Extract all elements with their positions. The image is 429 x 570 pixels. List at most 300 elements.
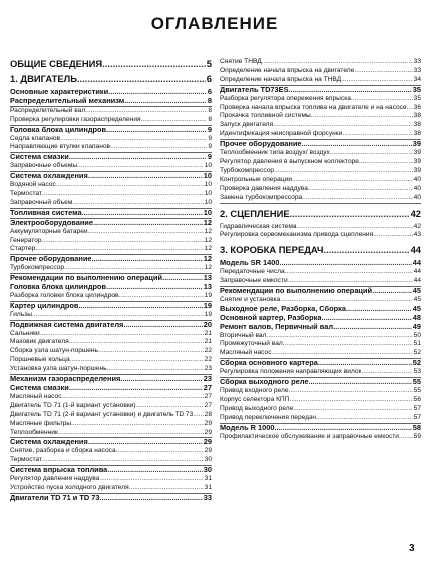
toc-entry: [10, 153, 212, 162]
toc-entry-page: 8: [207, 95, 212, 105]
toc-entry-page: 38: [413, 112, 421, 120]
toc-entry: [10, 447, 212, 456]
toc-entry-page: 19: [204, 291, 212, 299]
toc-entry: [220, 76, 421, 86]
dot-leader: [372, 287, 412, 296]
dot-leader: [70, 356, 204, 365]
dot-leader: [289, 387, 413, 396]
dot-leader: [330, 149, 413, 158]
toc-entry-title: Электрооборудование: [10, 218, 93, 227]
dot-leader: [56, 181, 204, 190]
dot-leader: [289, 396, 412, 405]
dot-leader: [293, 405, 412, 414]
toc-entry: [220, 140, 421, 149]
toc-entry: [220, 332, 421, 341]
toc-entry-title: Проверка регулировки газораспределения: [10, 115, 141, 123]
dot-leader: [297, 223, 413, 232]
toc-entry-page: 49: [412, 321, 421, 331]
dot-leader: [88, 228, 204, 237]
toc-entry-title: Регулировка положения направляющих вилок: [220, 368, 362, 376]
toc-entry-page: 34: [413, 75, 421, 83]
toc-entry: [220, 231, 421, 240]
toc-entry-page: 38: [413, 130, 421, 138]
toc-entry-title: Маховик двигателя: [10, 338, 69, 346]
toc-entry-title: Стартер: [10, 245, 36, 253]
dot-leader: [361, 368, 412, 377]
toc-entry-title: Теплообменник: [10, 428, 58, 436]
toc-entry-page: 9: [207, 124, 212, 134]
toc-right-column: [220, 58, 421, 441]
toc-entry: [220, 268, 421, 277]
toc-entry-page: 9: [208, 134, 212, 142]
toc-entry-title: Сальники: [10, 329, 40, 337]
toc-entry-title: Подвижная система двигателя: [10, 320, 124, 329]
toc-entry-title: Термостат: [10, 456, 42, 464]
toc-entry: [10, 347, 212, 356]
dot-leader: [316, 414, 413, 423]
toc-entry: [10, 245, 212, 255]
toc-entry-page: 9: [207, 152, 212, 162]
dot-leader: [324, 244, 410, 255]
toc-entry-title: Двигатель TD 71 (2-й вариант установки) и двигатель TD 73: [10, 410, 194, 418]
toc-entry: [10, 172, 212, 181]
toc-entry-title: Определение начала впрыска на двигателе: [220, 66, 355, 74]
toc-entry-title: Сборка выходного реле: [220, 378, 309, 387]
toc-entry-page: 12: [204, 245, 212, 253]
dot-leader: [88, 172, 203, 181]
toc-entry-page: 35: [413, 94, 421, 102]
toc-entry: [10, 283, 212, 292]
dot-leader: [308, 378, 411, 387]
dot-leader: [40, 330, 204, 339]
toc-entry: [10, 402, 212, 411]
toc-entry-page: 19: [204, 310, 212, 318]
toc-entry: [10, 330, 212, 339]
toc-section-heading: [10, 73, 212, 84]
toc-entry-page: 39: [413, 157, 421, 165]
toc-entry-page: 8: [208, 115, 212, 123]
toc-entry-page: 10: [204, 198, 212, 206]
dot-leader: [193, 411, 203, 420]
toc-entry-page: 12: [203, 254, 212, 264]
toc-entry: [10, 97, 212, 107]
toc-entry-page: 59: [413, 432, 421, 440]
toc-entry-title: Система охлаждения: [10, 172, 88, 181]
dot-leader: [262, 58, 413, 67]
toc-entry: [10, 356, 212, 365]
dot-leader: [69, 153, 207, 162]
dot-leader: [58, 429, 204, 438]
dot-leader: [85, 107, 207, 116]
dot-leader: [42, 190, 204, 199]
toc-entry-title: 1. ДВИГАТЕЛЬ: [10, 73, 77, 84]
dot-leader: [106, 126, 207, 135]
toc-entry-title: Головка блока цилиндров: [10, 125, 107, 134]
toc-entry: [10, 107, 212, 116]
toc-entry: [10, 292, 212, 302]
dot-leader: [99, 475, 203, 484]
dot-leader: [359, 158, 413, 167]
toc-entry-page: 40: [413, 184, 421, 192]
dot-leader: [274, 167, 413, 176]
toc-entry: [220, 185, 421, 194]
toc-entry: [10, 274, 212, 283]
dot-leader: [62, 393, 204, 402]
toc-entry-title: Регулировка сервомеханизма привода сцепления: [220, 231, 374, 239]
dot-leader: [42, 456, 204, 465]
toc-entry: [220, 58, 421, 67]
toc-entry-page: 10: [204, 189, 212, 197]
toc-section-heading: [220, 244, 421, 255]
toc-entry-page: 9: [208, 143, 212, 151]
toc-entry-title: Распределительный механизм: [10, 96, 125, 105]
dot-leader: [116, 447, 204, 456]
toc-entry-page: 21: [204, 329, 212, 337]
toc-entry-page: 39: [413, 149, 421, 157]
dot-leader: [311, 112, 413, 121]
toc-entry-title: ОБЩИЕ СВЕДЕНИЯ: [10, 58, 103, 69]
toc-entry-title: Снятие и установка: [220, 295, 281, 303]
toc-entry: [220, 67, 421, 76]
toc-entry-page: 28: [204, 410, 212, 418]
toc-entry: [220, 158, 421, 167]
toc-entry-page: 6: [207, 87, 212, 96]
toc-entry-page: 27: [204, 401, 212, 409]
toc-entry-title: Масляные фильтры: [10, 419, 72, 427]
toc-entry-title: Прокачка топливной системы: [220, 112, 311, 120]
toc-entry-title: Идентификация неисправной форсунки: [220, 130, 343, 138]
toc-entry-page: 30: [203, 465, 212, 475]
toc-entry: [10, 255, 212, 264]
toc-entry-title: Термостат: [10, 189, 42, 197]
toc-entry-title: Двигатель TD 71 (1-й вариант установки): [10, 401, 136, 409]
toc-entry-title: Профилактическое обслуживание и заправочные емкости: [220, 432, 399, 440]
toc-entry-title: Установка узла шатун-поршень: [10, 365, 107, 373]
toc-entry: [220, 287, 421, 296]
toc-entry-title: Водяной насос: [10, 181, 56, 189]
toc-entry-title: Прочее оборудование: [10, 255, 92, 264]
toc-entry-title: Теплообменник типа воздух/ воздух: [220, 149, 330, 157]
toc-entry: [220, 414, 421, 424]
toc-entry: [220, 277, 421, 287]
toc-entry-title: Рекомендации по выполнению операций: [220, 287, 373, 296]
toc-entry-title: Сборка узла шатун-поршень: [10, 347, 98, 355]
toc-entry-title: Рекомендации по выполнению операций: [10, 274, 163, 283]
toc-entry: [10, 456, 212, 466]
toc-entry-title: Турбокомпрессор: [10, 264, 65, 272]
dot-leader: [77, 162, 204, 171]
toc-entry-title: Контрольные операции: [220, 175, 292, 183]
dot-leader: [275, 424, 412, 433]
dot-leader: [129, 484, 204, 493]
toc-entry-page: 27: [204, 392, 212, 400]
toc-entry: [10, 162, 212, 172]
toc-entry: [220, 424, 421, 433]
dot-leader: [288, 277, 413, 286]
dot-leader: [141, 116, 208, 125]
toc-entry: [220, 323, 421, 332]
toc-entry-page: 20: [203, 319, 212, 329]
toc-entry-title: Система смазки: [10, 153, 69, 162]
dot-leader: [283, 340, 413, 349]
dot-leader: [302, 194, 413, 203]
toc-entry: [10, 88, 212, 97]
toc-entry-title: Распределительный вал: [10, 106, 86, 114]
toc-entry-page: 21: [204, 338, 212, 346]
toc-entry-page: 51: [413, 340, 421, 348]
toc-entry-page: 22: [204, 356, 212, 364]
dot-leader: [292, 176, 413, 185]
toc-entry-title: Гидравлическая система: [220, 222, 297, 230]
toc-section-heading: [220, 208, 421, 219]
toc-entry: [10, 321, 212, 330]
toc-entry: [220, 340, 421, 349]
toc-entry: [220, 176, 421, 185]
toc-entry-title: Передаточные числа: [220, 268, 285, 276]
toc-entry-title: Гильзы: [10, 310, 32, 318]
toc-entry-title: Запуск двигателя: [220, 121, 274, 129]
dot-leader: [92, 255, 203, 264]
dot-leader: [78, 302, 202, 311]
toc-entry-title: Привод переключения передач: [220, 413, 316, 421]
toc-entry-page: 58: [412, 422, 421, 432]
dot-leader: [32, 311, 204, 320]
toc-entry: [220, 396, 421, 405]
toc-entry-page: 29: [204, 447, 212, 455]
toc-entry-page: 12: [204, 236, 212, 244]
page-number: 3: [409, 543, 415, 554]
toc-entry-title: Проверка начала впрыска топлива на двигателе и на насосе: [220, 103, 407, 111]
toc-entry: [10, 420, 212, 429]
toc-entry-title: Модель R 1000: [220, 423, 275, 432]
toc-entry-title: Снятие, разборка и сборка насоса: [10, 447, 116, 455]
toc-entry-title: Ремонт валов, Первичный вал: [220, 322, 334, 331]
toc-entry: [220, 167, 421, 176]
toc-entry: [220, 387, 421, 396]
dot-leader: [333, 323, 412, 332]
dot-leader: [162, 274, 203, 283]
dot-leader: [35, 245, 203, 254]
dot-leader: [71, 420, 204, 429]
dot-leader: [110, 143, 207, 152]
dot-leader: [279, 259, 411, 268]
toc-entry: [220, 86, 421, 95]
toc-entry-page: 57: [413, 413, 421, 421]
toc-entry: [10, 384, 212, 393]
toc-entry-title: Аккумуляторные батареи: [10, 227, 88, 235]
dot-leader: [99, 494, 202, 503]
toc-entry: [10, 190, 212, 199]
toc-entry-page: 57: [413, 404, 421, 412]
toc-entry-title: Основной картер, Разборка: [220, 313, 322, 322]
toc-entry-title: Корпус селектора КПП: [220, 395, 290, 403]
toc-entry-title: Направляющие втулки клапанов: [10, 143, 111, 151]
dot-leader: [266, 332, 412, 341]
toc-entry-title: Модель SR 1400: [220, 259, 280, 268]
toc-entry-page: 44: [413, 277, 421, 285]
toc-entry-page: 23: [203, 374, 212, 384]
toc-entry-page: 42: [410, 207, 421, 219]
toc-entry-title: Промежуточный вал: [220, 340, 283, 348]
toc-entry-title: Привод выходного реле: [220, 404, 294, 412]
toc-entry-title: Механизм газораспределения: [10, 375, 121, 384]
toc-entry-title: Вторичный вал: [220, 331, 267, 339]
dot-leader: [107, 466, 203, 475]
dot-leader: [119, 292, 204, 301]
toc-entry: [220, 378, 421, 387]
toc-entry-title: Головка блока цилиндров: [10, 283, 107, 292]
toc-entry-page: 45: [412, 303, 421, 313]
toc-entry-page: 29: [204, 428, 212, 436]
dot-leader: [308, 185, 413, 194]
toc-entry-title: Двигатель TD73ES: [220, 85, 289, 94]
toc-entry-page: 39: [412, 139, 421, 149]
dot-leader: [285, 268, 413, 277]
toc-entry-title: Генератор: [10, 236, 42, 244]
toc-entry-title: Разборка регулятора опережения впрыска: [220, 94, 351, 102]
toc-entry: [220, 95, 421, 104]
toc-entry-page: 12: [203, 217, 212, 227]
toc-entry: [220, 223, 421, 232]
toc-entry-title: Основные характеристики: [10, 88, 109, 96]
toc-entry: [10, 438, 212, 447]
toc-entry-title: Замена турбокомпрессора: [220, 193, 303, 201]
toc-entry: [220, 433, 421, 442]
dot-leader: [373, 231, 413, 240]
dot-leader: [42, 237, 204, 246]
toc-entry-title: Топливная система: [10, 208, 82, 217]
toc-entry-page: 33: [413, 66, 421, 74]
toc-entry-title: Сборка основного картера: [220, 359, 318, 368]
toc-entry-page: 48: [412, 312, 421, 322]
toc-entry: [220, 296, 421, 305]
dot-leader: [354, 67, 412, 76]
dot-leader: [77, 73, 206, 84]
toc-entry-page: 12: [204, 264, 212, 272]
toc-entry-page: 27: [203, 383, 212, 392]
dot-leader: [342, 130, 412, 139]
toc-entry-title: Масляный насос: [10, 392, 62, 400]
toc-entry-page: 44: [413, 268, 421, 276]
toc-entry-page: 39: [413, 166, 421, 174]
toc-entry: [10, 199, 212, 209]
dot-leader: [399, 433, 413, 442]
toc-entry-page: 22: [204, 347, 212, 355]
toc-entry: [10, 228, 212, 237]
toc-entry-title: Проверка давления наддува: [220, 184, 308, 192]
dot-leader: [82, 209, 203, 218]
toc-entry: [10, 338, 212, 347]
dot-leader: [106, 283, 203, 292]
toc-entry-title: Регулятор давления в выпускном коллекторе: [220, 157, 359, 165]
toc-entry-page: 10: [203, 171, 212, 181]
dot-leader: [98, 347, 204, 356]
toc-entry: [220, 112, 421, 121]
toc-entry-page: 56: [413, 395, 421, 403]
toc-entry-page: 40: [413, 175, 421, 183]
toc-entry-page: 12: [204, 227, 212, 235]
dot-leader: [136, 402, 204, 411]
toc-entry-title: Привод входного реле: [220, 387, 289, 394]
dot-leader: [280, 296, 412, 305]
toc-entry-page: 10: [203, 207, 212, 217]
toc-entry: [10, 135, 212, 144]
toc-entry-page: 31: [204, 475, 212, 483]
dot-leader: [72, 199, 203, 208]
toc-entry-page: 33: [203, 492, 212, 502]
toc-entry: [10, 209, 212, 219]
toc-entry-page: 8: [208, 106, 212, 114]
dot-leader: [346, 305, 412, 314]
toc-entry-page: 55: [412, 377, 421, 387]
dot-leader: [124, 97, 207, 106]
toc-entry-page: 29: [204, 419, 212, 427]
toc-entry-page: 13: [203, 273, 212, 283]
toc-entry: [220, 194, 421, 204]
toc-entry-title: Разборка головки блока цилиндров: [10, 291, 119, 299]
toc-entry-title: Выходное реле, Разборка, Сборка: [220, 304, 346, 313]
toc-entry: [220, 149, 421, 158]
toc-entry-page: 44: [412, 258, 421, 268]
toc-entry: [220, 359, 421, 368]
toc-entry: [10, 264, 212, 274]
dot-leader: [60, 135, 207, 144]
toc-entry-title: Определение начала впрыска на ТНВД: [220, 75, 342, 83]
toc-entry-page: 42: [413, 222, 421, 230]
page-title: ОГЛАВЛЕНИЕ: [150, 14, 279, 33]
toc-entry-title: Регулятор давления наддува: [10, 475, 100, 483]
toc-entry-title: Прочее оборудование: [220, 140, 302, 149]
toc-entry-page: 50: [413, 331, 421, 339]
toc-entry-title: Картер цилиндров: [10, 301, 79, 310]
toc-entry-title: Система охлаждения: [10, 438, 88, 447]
dot-leader: [289, 86, 412, 95]
toc-entry: [10, 219, 212, 228]
toc-entry: [10, 365, 212, 375]
toc-section-heading: [10, 58, 212, 69]
toc-entry-page: 10: [204, 181, 212, 189]
toc-entry-title: Масляный насос: [220, 349, 272, 357]
toc-entry-title: Двигатели TD 71 и TD 73: [10, 493, 100, 502]
toc-entry-page: 35: [412, 84, 421, 94]
toc-entry-title: 3. КОРОБКА ПЕРЕДАЧ: [220, 244, 324, 256]
toc-entry-title: Система впрыска топлива: [10, 466, 108, 475]
toc-entry-page: 36: [413, 103, 421, 111]
toc-entry: [10, 302, 212, 311]
toc-entry: [10, 484, 212, 494]
toc-entry: [220, 349, 421, 359]
toc-left-column: [10, 58, 212, 503]
toc-entry: [10, 126, 212, 135]
toc-entry-title: Турбокомпрессор: [220, 166, 275, 174]
toc-entry-page: 44: [410, 244, 421, 256]
toc-entry-page: 38: [413, 121, 421, 129]
toc-entry: [10, 393, 212, 402]
toc-entry-title: Система смазки: [10, 384, 69, 392]
toc-entry: [220, 130, 421, 140]
toc-entry: [10, 411, 212, 420]
toc-entry-title: Седла клапанов: [10, 134, 61, 142]
toc-entry-page: 10: [204, 162, 212, 170]
dot-leader: [302, 140, 412, 149]
toc-entry-title: Устройство пуска холодного двигателя: [10, 483, 129, 491]
toc-entry: [220, 368, 421, 378]
toc-entry-title: 2. СЦЕПЛЕНИЕ: [220, 207, 290, 219]
dot-leader: [69, 384, 203, 393]
toc-entry-page: 29: [203, 437, 212, 447]
toc-entry: [220, 259, 421, 268]
toc-entry: [10, 116, 212, 126]
